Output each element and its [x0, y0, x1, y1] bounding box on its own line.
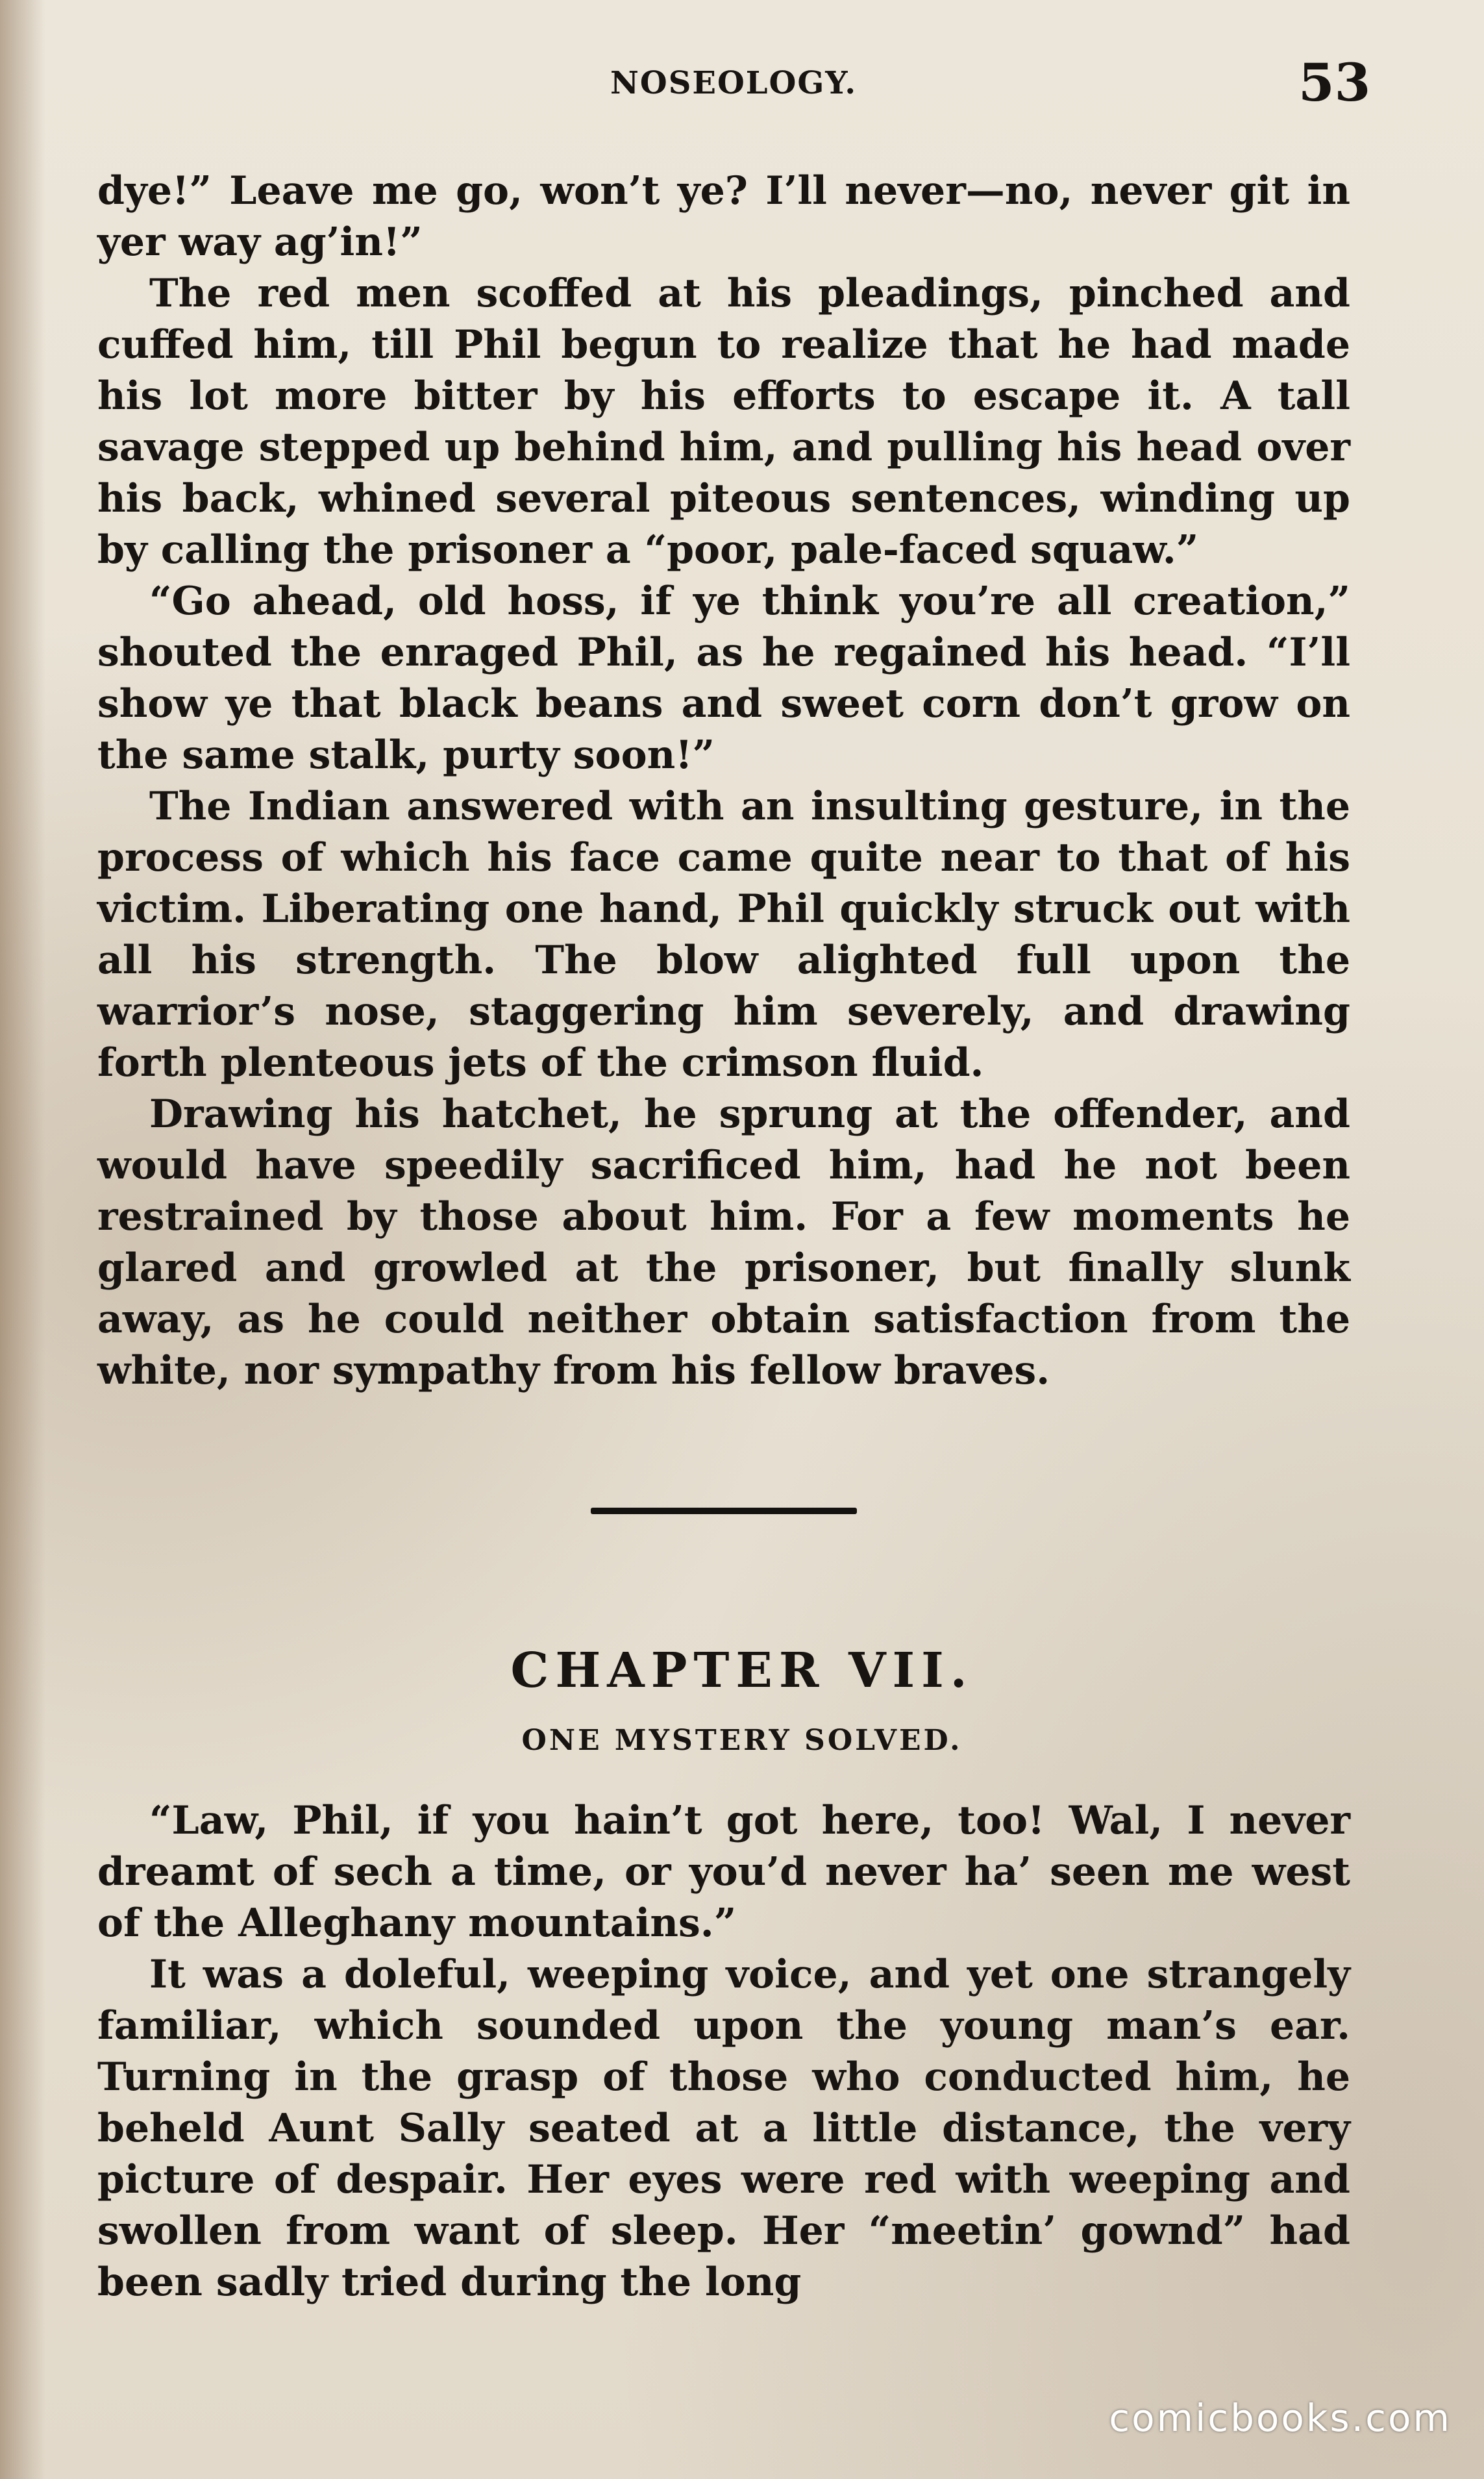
- paragraph: dye!” Leave me go, won’t ye? I’ll never—no, never git in yer way ag’in!”: [97, 168, 1350, 265]
- running-header: NOSEOLOGY.: [610, 65, 858, 101]
- paragraph: The red men scoffed at his pleadings, pinched and cuffed him, till Phil begun to realize that he had made his lot more bitter by his efforts to escape it. A tall savage stepped up behind him, and pulling his head over his back, whined several piteous sentences, winding up by calling the prisoner a “poor, pale-faced squaw.”: [97, 271, 1350, 573]
- chapter-subtitle: ONE MYSTERY SOLVED.: [521, 1724, 963, 1757]
- section-divider-rule: [591, 1508, 857, 1514]
- paragraph: “Law, Phil, if you hain’t got here, too! Wal, I never dreamt of sech a time, or you’d never ha’ seen me west of the Alleghany mountains.”: [97, 1798, 1350, 1946]
- paragraph: It was a doleful, weeping voice, and yet one strangely familiar, which sounded upon the young man’s ear. Turning in the grasp of those who conducted him, he beheld Aunt Sally seated at a little distance, the very picture of despair. Her eyes were red with weeping and swollen from want of sleep. Her “meetin’ gownd” had been sadly tried during the long: [97, 1952, 1350, 2305]
- chapter-title: CHAPTER VII.: [510, 1643, 974, 1699]
- paragraph: Drawing his hatchet, he sprung at the offender, and would have speedily sacrificed him, had he not been restrained by those about him. For a few moments he glared and growled at the prisoner, but finally slunk away, as he could neither obtain satisfaction from the white, nor sympathy from his fellow braves.: [97, 1091, 1350, 1393]
- text-block-chapter-opening: [97, 1795, 1350, 2308]
- watermark-logo: comicbooks.com: [1109, 2396, 1452, 2440]
- page-gutter-shadow: [0, 0, 45, 2479]
- paragraph: “Go ahead, old hoss, if ye think you’re all creation,” shouted the enraged Phil, as he regained his head. “I’ll show ye that black beans and sweet corn don’t grow on the same stalk, purty soon!”: [97, 579, 1350, 778]
- page-number: 53: [1298, 52, 1371, 113]
- paragraph: The Indian answered with an insulting gesture, in the process of which his face came quite near to that of his victim. Liberating one hand, Phil quickly struck out with all his strength. The blow alighted full upon the warrior’s nose, staggering him severely, and drawing forth plenteous jets of the crimson fluid.: [97, 784, 1350, 1086]
- text-block-before-chapter: [97, 166, 1350, 1397]
